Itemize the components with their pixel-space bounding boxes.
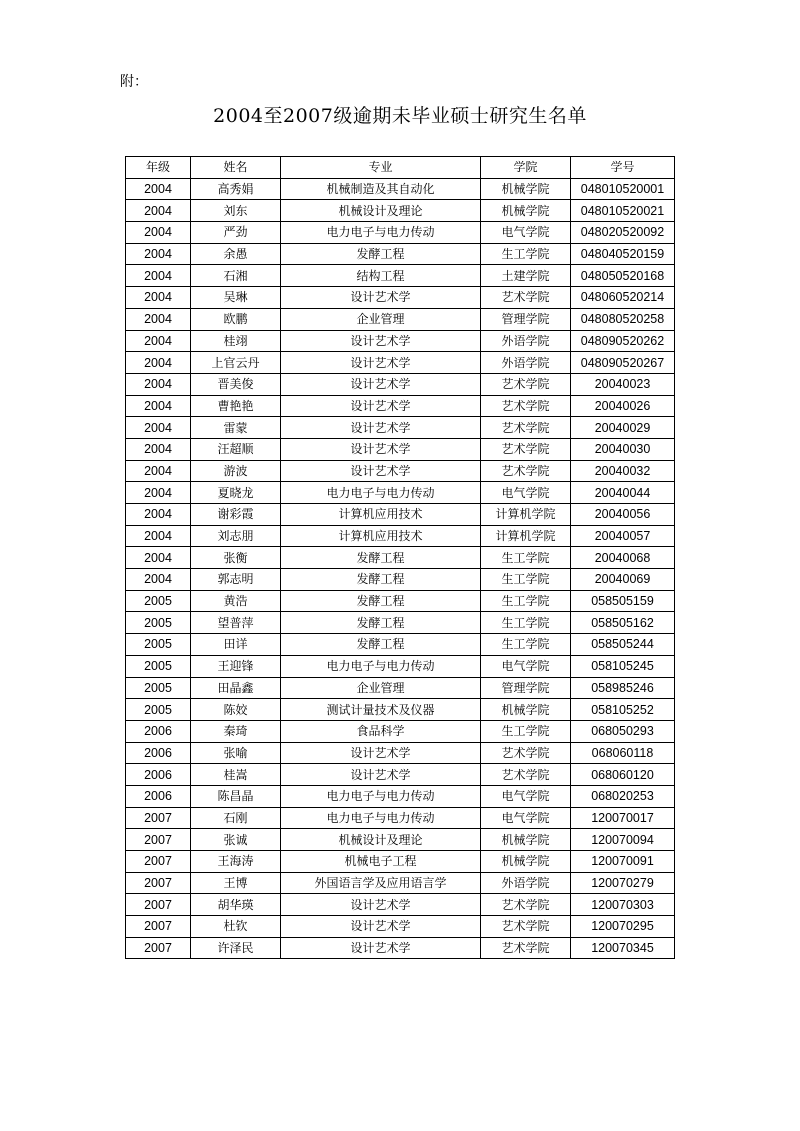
table-row [126,308,675,330]
table-row [126,438,675,460]
cell-major: 结构工程 [281,265,481,287]
cell-year: 2004 [126,222,191,244]
cell-major: 设计艺术学 [281,287,481,309]
table-row [126,460,675,482]
table-row [126,243,675,265]
cell-school: 艺术学院 [481,438,571,460]
cell-school: 生工学院 [481,612,571,634]
cell-year: 2005 [126,677,191,699]
cell-school: 艺术学院 [481,395,571,417]
cell-year: 2004 [126,265,191,287]
cell-name: 吴琳 [191,287,281,309]
cell-major: 企业管理 [281,677,481,699]
cell-name: 晋美俊 [191,373,281,395]
cell-major: 设计艺术学 [281,352,481,374]
cell-year: 2004 [126,308,191,330]
cell-student-id: 20040023 [571,373,675,395]
cell-school: 管理学院 [481,308,571,330]
cell-school: 生工学院 [481,243,571,265]
table-row [126,222,675,244]
cell-student-id: 068050293 [571,720,675,742]
header-student-id: 学号 [571,157,675,179]
cell-major: 企业管理 [281,308,481,330]
cell-school: 计算机学院 [481,504,571,526]
header-major: 专业 [281,157,481,179]
cell-major: 电力电子与电力传动 [281,807,481,829]
cell-student-id: 058505159 [571,590,675,612]
cell-school: 机械学院 [481,200,571,222]
cell-name: 陈昌晶 [191,785,281,807]
cell-year: 2006 [126,742,191,764]
cell-year: 2005 [126,699,191,721]
cell-school: 艺术学院 [481,742,571,764]
cell-name: 秦琦 [191,720,281,742]
cell-year: 2004 [126,547,191,569]
cell-name: 黄浩 [191,590,281,612]
table-row [126,200,675,222]
cell-year: 2007 [126,916,191,938]
cell-year: 2004 [126,178,191,200]
cell-year: 2006 [126,720,191,742]
cell-school: 生工学院 [481,547,571,569]
cell-year: 2005 [126,612,191,634]
table-row [126,655,675,677]
table-row [126,547,675,569]
cell-major: 设计艺术学 [281,894,481,916]
cell-major: 设计艺术学 [281,916,481,938]
cell-major: 计算机应用技术 [281,504,481,526]
cell-student-id: 120070091 [571,851,675,873]
cell-student-id: 058105252 [571,699,675,721]
cell-school: 计算机学院 [481,525,571,547]
cell-school: 生工学院 [481,590,571,612]
table-row [126,677,675,699]
cell-name: 严劲 [191,222,281,244]
cell-year: 2004 [126,352,191,374]
cell-school: 机械学院 [481,829,571,851]
table-row [126,265,675,287]
cell-student-id: 048040520159 [571,243,675,265]
cell-school: 艺术学院 [481,764,571,786]
cell-name: 胡华瑛 [191,894,281,916]
cell-school: 艺术学院 [481,373,571,395]
cell-student-id: 048080520258 [571,308,675,330]
cell-school: 管理学院 [481,677,571,699]
cell-year: 2007 [126,807,191,829]
cell-student-id: 068020253 [571,785,675,807]
cell-school: 艺术学院 [481,894,571,916]
cell-year: 2006 [126,785,191,807]
cell-school: 机械学院 [481,178,571,200]
cell-school: 生工学院 [481,634,571,656]
table-row [126,373,675,395]
cell-school: 机械学院 [481,851,571,873]
cell-major: 发酵工程 [281,590,481,612]
cell-student-id: 048060520214 [571,287,675,309]
cell-school: 电气学院 [481,785,571,807]
cell-major: 发酵工程 [281,634,481,656]
cell-name: 陈姣 [191,699,281,721]
cell-year: 2004 [126,460,191,482]
cell-student-id: 120070094 [571,829,675,851]
cell-major: 设计艺术学 [281,438,481,460]
cell-major: 机械设计及理论 [281,200,481,222]
cell-student-id: 20040069 [571,569,675,591]
cell-major: 设计艺术学 [281,330,481,352]
cell-school: 生工学院 [481,569,571,591]
table-row [126,352,675,374]
cell-student-id: 068060120 [571,764,675,786]
cell-year: 2004 [126,504,191,526]
cell-year: 2004 [126,525,191,547]
cell-student-id: 20040056 [571,504,675,526]
table-row [126,569,675,591]
cell-name: 上官云丹 [191,352,281,374]
cell-student-id: 20040057 [571,525,675,547]
cell-major: 电力电子与电力传动 [281,655,481,677]
table-row [126,829,675,851]
table-row [126,590,675,612]
cell-student-id: 20040029 [571,417,675,439]
table-row [126,417,675,439]
cell-school: 艺术学院 [481,916,571,938]
table-row [126,872,675,894]
cell-year: 2004 [126,482,191,504]
table-row [126,504,675,526]
table-row [126,742,675,764]
cell-name: 刘志朋 [191,525,281,547]
cell-year: 2004 [126,438,191,460]
cell-year: 2004 [126,330,191,352]
table-row [126,785,675,807]
cell-major: 电力电子与电力传动 [281,222,481,244]
cell-major: 外国语言学及应用语言学 [281,872,481,894]
header-school: 学院 [481,157,571,179]
cell-major: 设计艺术学 [281,937,481,959]
table-row [126,851,675,873]
cell-major: 设计艺术学 [281,460,481,482]
cell-name: 杜钦 [191,916,281,938]
cell-school: 生工学院 [481,720,571,742]
cell-major: 电力电子与电力传动 [281,482,481,504]
cell-year: 2004 [126,395,191,417]
cell-school: 艺术学院 [481,287,571,309]
table-body [126,178,675,959]
cell-name: 余愚 [191,243,281,265]
cell-school: 外语学院 [481,330,571,352]
cell-major: 测试计量技术及仪器 [281,699,481,721]
table-row [126,894,675,916]
cell-name: 王海涛 [191,851,281,873]
cell-student-id: 048010520021 [571,200,675,222]
cell-school: 机械学院 [481,699,571,721]
cell-major: 机械设计及理论 [281,829,481,851]
cell-year: 2005 [126,655,191,677]
cell-name: 刘东 [191,200,281,222]
cell-major: 计算机应用技术 [281,525,481,547]
cell-major: 机械制造及其自动化 [281,178,481,200]
cell-student-id: 20040026 [571,395,675,417]
table-row [126,395,675,417]
cell-student-id: 058985246 [571,677,675,699]
table-row [126,178,675,200]
table-row [126,330,675,352]
cell-major: 设计艺术学 [281,417,481,439]
cell-name: 张喻 [191,742,281,764]
cell-year: 2005 [126,634,191,656]
header-year: 年级 [126,157,191,179]
table-row [126,807,675,829]
cell-student-id: 20040032 [571,460,675,482]
cell-school: 外语学院 [481,352,571,374]
cell-year: 2005 [126,590,191,612]
cell-major: 发酵工程 [281,243,481,265]
attachment-label: 附： [120,74,148,90]
cell-student-id: 068060118 [571,742,675,764]
cell-year: 2007 [126,894,191,916]
student-roster-table [125,156,675,959]
cell-name: 汪超顺 [191,438,281,460]
cell-student-id: 048090520262 [571,330,675,352]
cell-year: 2004 [126,417,191,439]
cell-student-id: 058105245 [571,655,675,677]
cell-name: 王博 [191,872,281,894]
cell-school: 艺术学院 [481,460,571,482]
cell-year: 2004 [126,373,191,395]
cell-name: 田晶鑫 [191,677,281,699]
cell-student-id: 058505162 [571,612,675,634]
cell-major: 电力电子与电力传动 [281,785,481,807]
cell-year: 2004 [126,243,191,265]
cell-major: 发酵工程 [281,569,481,591]
cell-school: 电气学院 [481,482,571,504]
table-row [126,287,675,309]
document-title: 2004至2007级逾期未毕业硕士研究生名单 [213,105,587,127]
cell-name: 石刚 [191,807,281,829]
cell-name: 许泽民 [191,937,281,959]
cell-name: 高秀娟 [191,178,281,200]
cell-student-id: 048090520267 [571,352,675,374]
cell-year: 2004 [126,200,191,222]
cell-student-id: 120070279 [571,872,675,894]
cell-name: 王迎锋 [191,655,281,677]
cell-name: 张衡 [191,547,281,569]
cell-student-id: 048020520092 [571,222,675,244]
header-name: 姓名 [191,157,281,179]
cell-student-id: 120070295 [571,916,675,938]
cell-student-id: 20040068 [571,547,675,569]
cell-name: 游波 [191,460,281,482]
cell-student-id: 058505244 [571,634,675,656]
cell-major: 设计艺术学 [281,742,481,764]
cell-name: 望普萍 [191,612,281,634]
cell-major: 发酵工程 [281,612,481,634]
cell-school: 艺术学院 [481,937,571,959]
cell-major: 设计艺术学 [281,395,481,417]
cell-student-id: 120070303 [571,894,675,916]
cell-name: 曹艳艳 [191,395,281,417]
cell-major: 设计艺术学 [281,373,481,395]
cell-name: 桂嵩 [191,764,281,786]
cell-year: 2004 [126,569,191,591]
table-row [126,612,675,634]
cell-student-id: 048050520168 [571,265,675,287]
table-row [126,916,675,938]
cell-school: 电气学院 [481,807,571,829]
cell-school: 土建学院 [481,265,571,287]
cell-student-id: 120070017 [571,807,675,829]
table-row [126,482,675,504]
cell-name: 田详 [191,634,281,656]
cell-name: 郭志明 [191,569,281,591]
cell-name: 石湘 [191,265,281,287]
cell-name: 雷蒙 [191,417,281,439]
cell-major: 设计艺术学 [281,764,481,786]
cell-major: 机械电子工程 [281,851,481,873]
table-row [126,720,675,742]
table-row [126,634,675,656]
cell-school: 艺术学院 [481,417,571,439]
cell-name: 桂翊 [191,330,281,352]
cell-name: 夏晓龙 [191,482,281,504]
table-row [126,699,675,721]
cell-name: 张诚 [191,829,281,851]
cell-student-id: 048010520001 [571,178,675,200]
table-header-row [126,157,675,179]
cell-school: 电气学院 [481,222,571,244]
cell-year: 2007 [126,829,191,851]
table-row [126,937,675,959]
cell-year: 2007 [126,872,191,894]
cell-name: 谢彩霞 [191,504,281,526]
cell-student-id: 20040030 [571,438,675,460]
cell-year: 2007 [126,937,191,959]
cell-year: 2007 [126,851,191,873]
cell-year: 2004 [126,287,191,309]
cell-student-id: 20040044 [571,482,675,504]
cell-school: 外语学院 [481,872,571,894]
cell-major: 食品科学 [281,720,481,742]
table-row [126,525,675,547]
cell-student-id: 120070345 [571,937,675,959]
cell-school: 电气学院 [481,655,571,677]
table-row [126,764,675,786]
cell-major: 发酵工程 [281,547,481,569]
cell-year: 2006 [126,764,191,786]
cell-name: 欧鹏 [191,308,281,330]
